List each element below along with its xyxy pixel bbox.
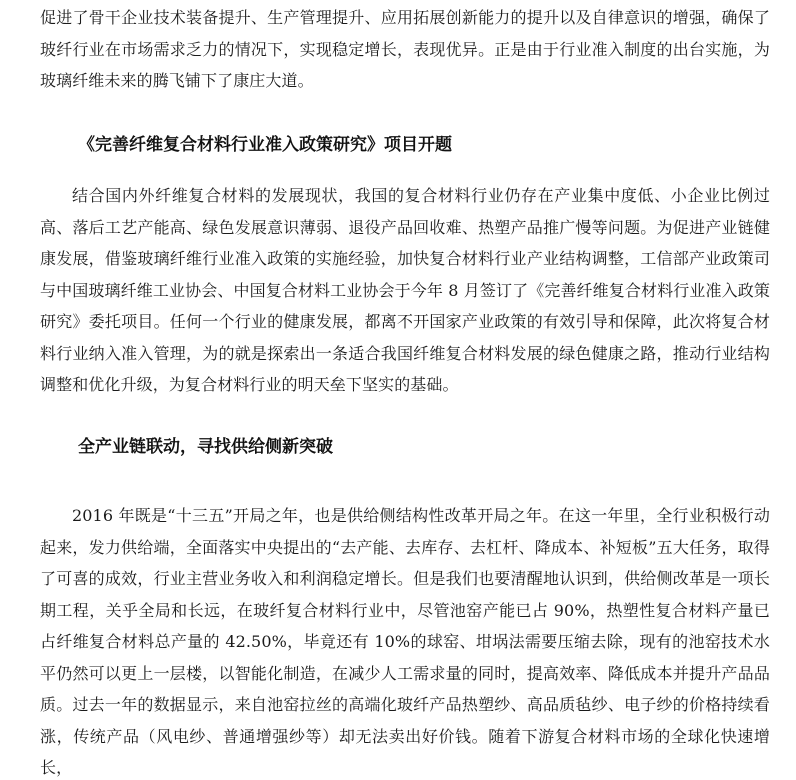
paragraph-glass-fiber-access: 促进了骨干企业技术装备提升、生产管理提升、应用拓展创新能力的提升以及自律意识的增强，确保了玻纤行业在市场需求乏力的情况下，实现稳定增长，表现优异。正是由于行业准入制度的出台实施，为玻璃纤维未来的腾飞铺下了康庄大道。 (40, 8, 770, 90)
paragraph-supply-side-reform: 2016 年既是“十三五”开局之年，也是供给侧结构性改革开局之年。在这一年里，全行业积极行动起来，发力供给端，全面落实中央提出的“去产能、去库存、去杠杆、降成本、补短板”五大任务，取得了可喜的成效，行业主营业务收入和利润稳定增长。但是我们也要清醒地认识到，供给侧改革是一项长期工程，关乎全局和长远，在玻纤复合材料行业中，尽管池窑产能已占 90%，热塑性复合材料产量已占纤维复合材料总产量的 42.50%，毕竟还有 10%的球窑、坩埚法需要压缩去除，现有的池窑技术水平仍然可以更上一层楼，以智能化制造，在减少人工需求量的同时，提高效率、降低成本并提升产品品质。过去一年的数据显示，来自池窑拉丝的高端化玻纤产品热塑纱、高品质毡纱、电子纱的价格持续看涨，传统产品（风电纱、普通增强纱等）却无法卖出好价钱。随着下游复合材料市场的全球化快速增长， (40, 506, 770, 777)
section-heading-supply-chain: 全产业链联动，寻找供给侧新突破 (78, 437, 333, 457)
section-heading-policy-research: 《完善纤维复合材料行业准入政策研究》项目开题 (78, 135, 452, 155)
paragraph-composite-industry: 结合国内外纤维复合材料的发展现状，我国的复合材料行业仍存在产业集中度低、小企业比例过高、落后工艺产能高、绿色发展意识薄弱、退役产品回收难、热塑产品推广慢等问题。为促进产业链健康发展，借鉴玻璃纤维行业准入政策的实施经验，加快复合材料行业产业结构调整，工信部产业政策司与中国玻璃纤维工业协会、中国复合材料工业协会于今年 8 月签订了《完善纤维复合材料行业准入政策研究》委托项目。任何一个行业的健康发展，都离不开国家产业政策的有效引导和保障，此次将复合材料行业纳入准入管理，为的就是探索出一条适合我国纤维复合材料发展的绿色健康之路，推动行业结构调整和优化升级，为复合材料行业的明天垒下坚实的基础。 (40, 186, 770, 394)
